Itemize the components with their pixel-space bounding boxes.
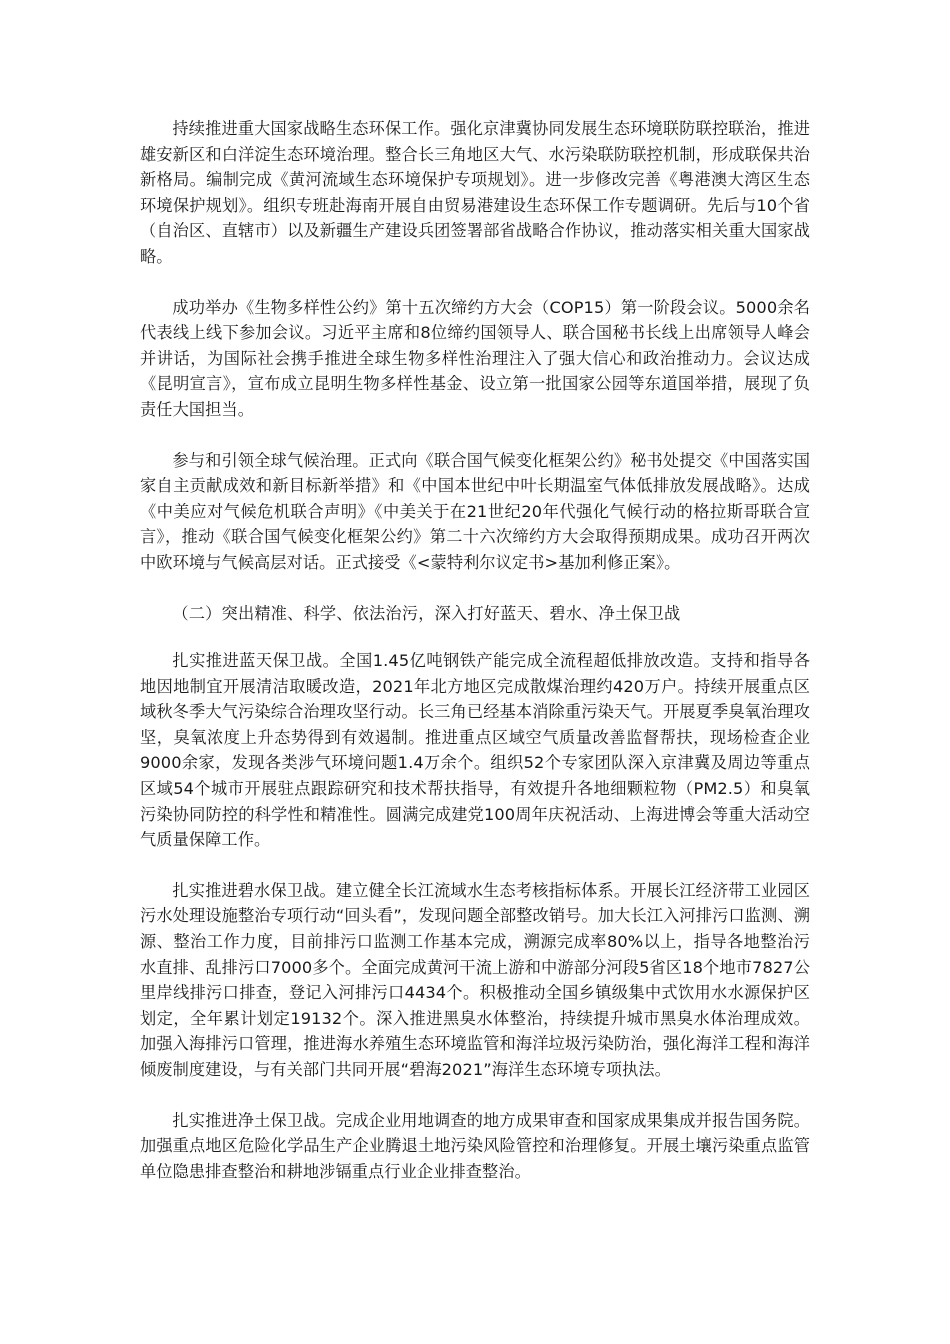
paragraph-clear-water: 扎实推进碧水保卫战。建立健全长江流域水生态考核指标体系。开展长江经济带工业园区污水处理设施整治专项行动“回头看”，发现问题全部整改销号。加大长江入河排污口监测、溯源、整治工作力度，目前排污口监测工作基本完成，溯源完成率80%以上，指导各地整治污水直排、乱排污口7000多个。全面完成黄河干流上游和中游部分河段5省区18个地市7827公里岸线排污口排查，登记入河排污口4434个。积极推动全国乡镇级集中式饮用水水源保护区划定，全年累计划定19132个。深入推进黑臭水体整治，持续提升城市黑臭水体治理成效。加强入海排污口管理，推进海水养殖生态环境监管和海洋垃圾污染防治，强化海洋工程和海洋倾废制度建设，与有关部门共同开展“碧海2021”海洋生态环境专项执法。 — [140, 880, 810, 1079]
paragraph-cop15: 成功举办《生物多样性公约》第十五次缔约方大会（COP15）第一阶段会议。5000余名代表线上线下参加会议。习近平主席和8位缔约国领导人、联合国秘书长线上出席领导人峰会并讲话，为国际社会携手推进全球生物多样性治理注入了强大信心和政治推动力。会议达成《昆明宣言》，宣布成立昆明生物多样性基金、设立第一批国家公园等东道国举措，展现了负责任大国担当。 — [140, 297, 810, 419]
paragraph-pure-land: 扎实推进净土保卫战。完成企业用地调查的地方成果审查和国家成果集成并报告国务院。加强重点地区危险化学品生产企业腾退土地污染风险管控和治理修复。开展土壤污染重点监管单位隐患排查整治和耕地涉镉重点行业企业排查整治。 — [140, 1110, 810, 1181]
paragraph-climate-governance: 参与和引领全球气候治理。正式向《联合国气候变化框架公约》秘书处提交《中国落实国家自主贡献成效和新目标新举措》和《中国本世纪中叶长期温室气体低排放发展战略》。达成《中美应对气候危机联合声明》《中美关于在21世纪20年代强化气候行动的格拉斯哥联合宣言》，推动《联合国气候变化框架公约》第二十六次缔约方大会取得预期成果。成功召开两次中欧环境与气候高层对话。正式接受《<蒙特利尔议定书>基加利修正案》。 — [140, 450, 810, 572]
paragraph-blue-sky: 扎实推进蓝天保卫战。全国1.45亿吨钢铁产能完成全流程超低排放改造。支持和指导各地因地制宜开展清洁取暖改造，2021年北方地区完成散煤治理约420万户。持续开展重点区域秋冬季大气污染综合治理攻坚行动。长三角已经基本消除重污染天气。开展夏季臭氧治理攻坚，臭氧浓度上升态势得到有效遏制。推进重点区域空气质量改善监督帮扶，现场检查企业9000余家，发现各类涉气环境问题1.4万余个。组织52个专家团队深入京津冀及周边等重点区域54个城市开展驻点跟踪研究和技术帮扶指导，有效提升各地细颗粒物（PM2.5）和臭氧污染协同防控的科学性和精准性。圆满完成建党100周年庆祝活动、上海进博会等重大活动空气质量保障工作。 — [140, 651, 810, 850]
section-heading: （二）突出精准、科学、依法治污，深入打好蓝天、碧水、净土保卫战 — [172, 603, 681, 623]
document-body — [140, 116, 810, 1209]
paragraph-major-strategy: 持续推进重大国家战略生态环保工作。强化京津冀协同发展生态环境联防联控联治，推进雄安新区和白洋淀生态环境治理。整合长三角地区大气、水污染联防联控机制，形成联保共治新格局。编制完成《黄河流域生态环境保护专项规划》。进一步修改完善《粤港澳大湾区生态环境保护规划》。组织专班赴海南开展自由贸易港建设生态环保工作专题调研。先后与10个省（自治区、直辖市）以及新疆生产建设兵团签署部省战略合作协议，推动落实相关重大国家战略。 — [140, 119, 810, 266]
